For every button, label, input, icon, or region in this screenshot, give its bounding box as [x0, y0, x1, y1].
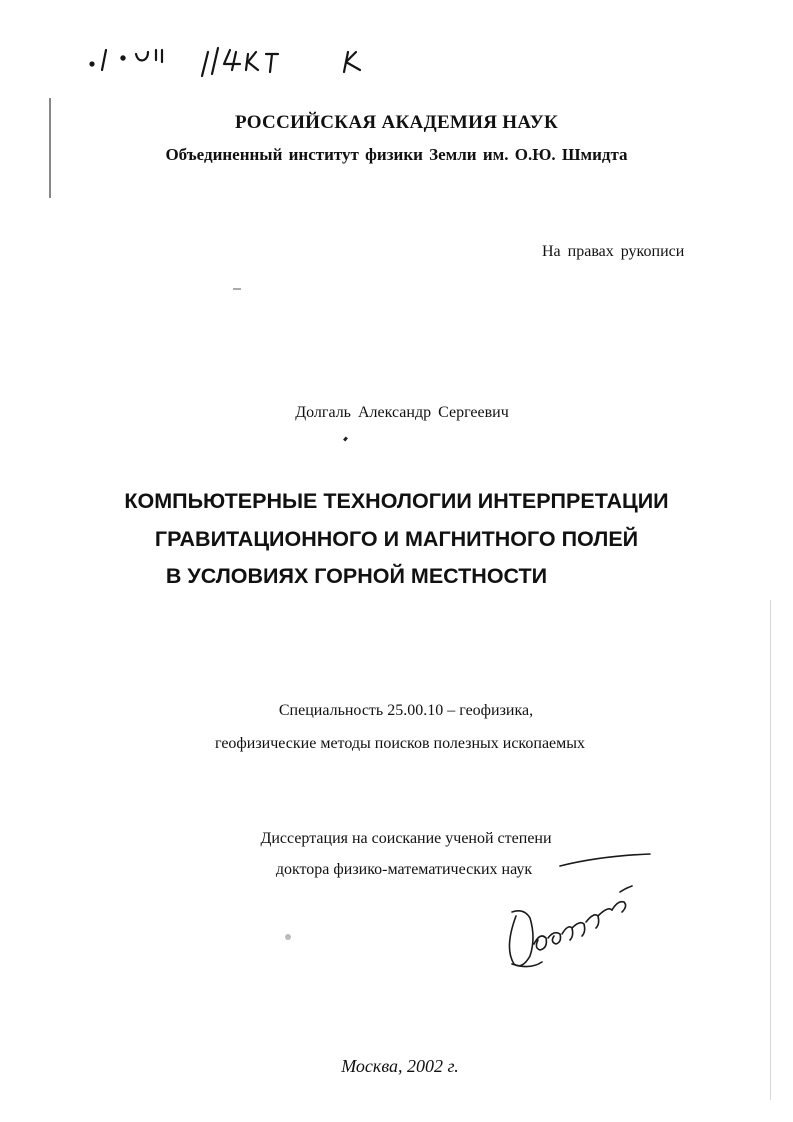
handwritten-note: [78, 38, 378, 78]
degree-line-2: доктора физико-математических наук: [275, 861, 533, 878]
academy-name: РОССИЙСКАЯ АКАДЕМИЯ НАУК: [234, 112, 559, 133]
dissertation-title-line-2: ГРАВИТАЦИОННОГО И МАГНИТНОГО ПОЛЕЙ: [154, 527, 639, 551]
dissertation-title-line-1: КОМПЬЮТЕРНЫЕ ТЕХНОЛОГИИ ИНТЕРПРЕТАЦИИ: [124, 489, 669, 513]
scan-speck: [343, 437, 348, 442]
author-name: Долгаль Александр Сергеевич: [295, 404, 509, 421]
city-and-year: Москва, 2002 г.: [341, 1056, 459, 1076]
scan-speck: [285, 934, 291, 940]
degree-line-1: Диссертация на соискание ученой степени: [260, 830, 552, 847]
dissertation-title-line-3: В УСЛОВИЯХ ГОРНОЙ МЕСТНОСТИ: [165, 564, 548, 588]
specialty-line-1: Специальность 25.00.10 – геофизика,: [278, 702, 534, 719]
manuscript-rights: На правах рукописи: [542, 243, 685, 260]
specialty-line-2: геофизические методы поисков полезных ископаемых: [214, 735, 586, 752]
scan-speck: [233, 288, 241, 290]
institute-name: Объединенный институт физики Земли им. О.Ю. Шмидта: [165, 145, 628, 164]
scan-right-edge: [770, 600, 771, 1100]
author-signature: [500, 852, 660, 977]
